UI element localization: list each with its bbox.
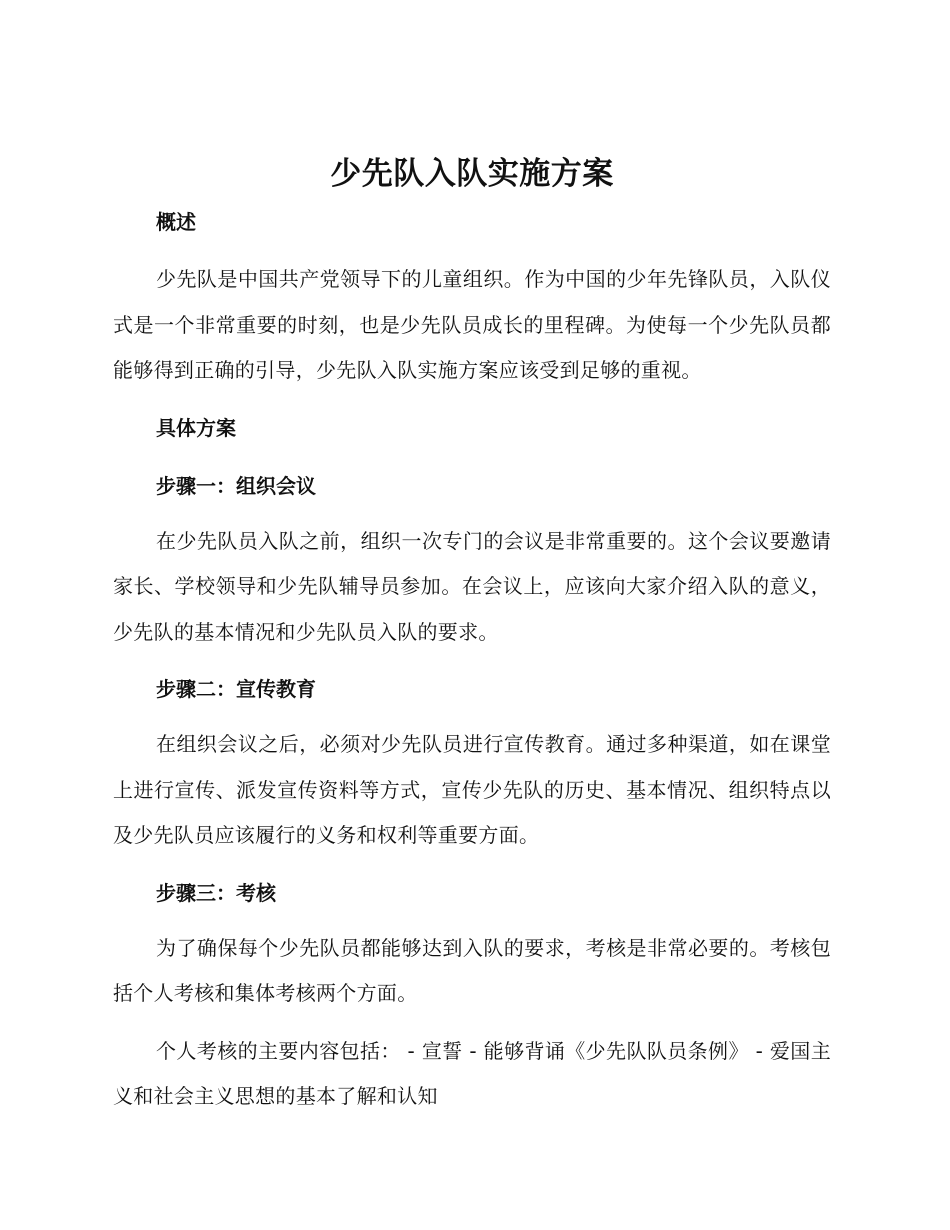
section-heading-overview: 概述 xyxy=(156,210,196,234)
document-body xyxy=(113,148,831,1120)
personal-assessment-paragraph: 个人考核的主要内容包括： - 宣誓 - 能够背诵《少先队队员条例》 - 爱国主义和社会主义思想的基本了解和认知 xyxy=(113,1038,831,1108)
overview-paragraph: 少先队是中国共产党领导下的儿童组织。作为中国的少年先锋队员，入队仪式是一个非常重要的时刻，也是少先队员成长的里程碑。为使每一个少先队员都能够得到正确的引导，少先队入队实施方案应该受到足够的重视。 xyxy=(113,267,831,382)
step3-paragraph: 为了确保每个少先队员都能够达到入队的要求，考核是非常必要的。考核包括个人考核和集体考核两个方面。 xyxy=(113,935,831,1005)
document-title: 少先队入队实施方案 xyxy=(330,156,614,192)
step1-heading: 步骤一：组织会议 xyxy=(156,473,316,498)
section-heading-plan: 具体方案 xyxy=(156,415,236,440)
step2-paragraph: 在组织会议之后，必须对少先队员进行宣传教育。通过多种渠道，如在课堂上进行宣传、派发宣传资料等方式，宣传少先队的历史、基本情况、组织特点以及少先队员应该履行的义务和权利等重要方面。 xyxy=(113,732,831,847)
step1-paragraph: 在少先队员入队之前，组织一次专门的会议是非常重要的。这个会议要邀请家长、学校领导和少先队辅导员参加。在会议上，应该向大家介绍入队的意义，少先队的基本情况和少先队员入队的要求。 xyxy=(113,528,831,644)
step2-heading: 步骤二：宣传教育 xyxy=(156,677,316,701)
step3-heading: 步骤三：考核 xyxy=(156,880,276,905)
